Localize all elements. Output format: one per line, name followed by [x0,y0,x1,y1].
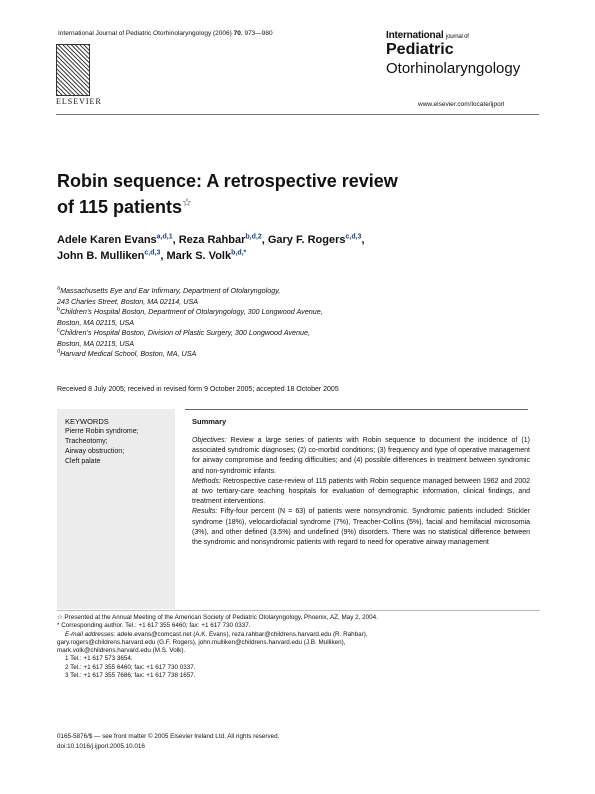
elsevier-tree-logo [56,44,90,96]
keywords-list [65,427,139,467]
summary-body [192,436,530,548]
footnote-email-line2[interactable]: gary.rogers@childrens.harvard.edu (G.F. Rogers), john.mulliken@childrens.harvard.edu (J.B. Mulliken), [57,638,346,646]
keyword-item: Cleft palate [65,458,101,465]
publisher-name: ELSEVIER [56,97,102,106]
author-separator: , [361,234,365,246]
journal-citation [58,30,273,37]
affiliation-label: d [57,348,61,355]
affiliation-line: Boston, MA 02115, USA [57,338,135,348]
email-label: E-mail addresses: [65,630,116,638]
affiliation-line: Harvard Medical School, Boston, MA, USA [60,349,197,358]
summary-divider [185,409,528,410]
affiliation-line: Children’s Hospital Boston, Department of Otolaryngology, 300 Longwood Avenue, [60,307,323,316]
results-text: Fifty-four percent (N = 63) of patients were nonsyndromic. Syndromic patients included: Stickler syndrome (18%), velocardiofacial syndrome (7%), Treacher-Collins (5%), facial and hemifacial microsomia (3%), and other defined (3.5%) and undefined (9%) disorders. There was no statistical difference between the syndromic and nonsyndromic patients with regard to need for operative airway management [192,508,530,547]
summary-methods [192,477,530,508]
author-affil-marker[interactable]: c,d,3 [144,249,161,257]
article-title [57,170,457,218]
summary-results [192,507,530,548]
author-separator: , [172,234,179,246]
journal-name-line3: Otorhinolaryngology [386,60,521,77]
keyword-item: Tracheotomy; [65,438,108,445]
journal-name-line2: Pediatric [386,41,454,58]
affiliation-line: 243 Charles Street, Boston, MA 02114, USA [57,296,199,306]
journal-name-international: International [386,30,444,41]
footnote-email-line3[interactable]: mark.volk@childrens.harvard.edu (M.S. Volk). [57,647,186,655]
summary-heading: Summary [192,417,227,426]
results-label: Results: [192,508,218,516]
affiliation-list [57,286,477,360]
footnote-emails [57,631,540,639]
author-name: Gary F. Rogers [267,234,346,246]
received-dates: Received 8 July 2005; received in revised form 9 October 2005; accepted 18 October 2005 [57,386,339,393]
footnote-tel2: 2 Tel.: +1 617 355 6460; fax: +1 617 730 0337. [65,663,196,671]
issn-text: 0165-5876/$ — see front matter [57,733,149,740]
methods-text: Retrospective case-review of 115 patients with Robin sequence managed between 1962 and 2002 at two tertiary-care teaching hospitals for evaluation of demographic information, clinical findings, and treatment interventions. [192,477,530,506]
copyright-line [57,732,279,742]
affiliation-item [57,328,477,349]
objectives-text: Review a large series of patients with Robin sequence to document the incidence of (1) associated syndromic diagnoses; (2) co-morbid conditions; (3) frequency and type of operative management for airway compromise and feeding difficulties; and (4) possible differences in treatment between syndromic and non-syndromic infants. [192,437,530,475]
objectives-label: Objectives: [192,437,227,444]
citation-text: International Journal of Pediatric Otorhinolaryngology (2006) [58,30,234,37]
methods-label: Methods: [192,477,221,485]
journal-url-link[interactable]: www.elsevier.com/locate/ijporl [418,101,505,108]
affiliation-line: Boston, MA 02115, USA [57,317,135,327]
affiliation-line: Massachusetts Eye and Ear Infirmary, Department of Otolaryngology, [60,286,281,295]
affiliation-line: Children’s Hospital Boston, Division of Plastic Surgery, 300 Longwood Avenue, [59,328,310,337]
title-footnote-marker[interactable]: ☆ [182,197,192,209]
author-affil-marker[interactable]: b,d,* [231,249,247,257]
author-list [57,232,517,264]
author-name: John B. Mulliken [57,250,145,262]
author-affil-marker[interactable]: c,d,3 [345,233,362,241]
affiliation-item [57,349,477,360]
keyword-item: Pierre Robin syndrome; [65,428,139,435]
author-name: Mark S. Volk [166,250,232,262]
author-affil-marker[interactable]: a,d,1 [156,233,173,241]
title-line1: Robin sequence: A retrospective review [57,171,398,191]
journal-name-line1 [386,30,469,41]
author-separator: , [261,234,268,246]
copyright-text: 2005 Elsevier Ireland Ltd. All rights reserved. [152,733,280,740]
affiliation-item [57,307,477,328]
footnote-tel3: 3 Tel.: +1 617 355 7686; fax: +1 617 738 1657. [65,672,196,680]
affiliation-item [57,286,477,307]
affiliation-label: c [57,327,60,334]
title-line2: of 115 patients [57,197,183,217]
author-name: Reza Rahbar [178,234,246,246]
author-separator: , [160,250,167,262]
copyright-icon: © [148,733,153,740]
header-divider [56,114,539,115]
keyword-item: Airway obstruction; [65,448,125,455]
footnote-presented: ☆ Presented at the Annual Meeting of the American Society of Pediatric Otolaryngology, Phoenix, AZ, May 2, 2004. [57,614,378,621]
citation-pages: , 973—980 [240,30,273,37]
footnote-tel1: 1 Tel.: +1 617 573 3654. [65,655,133,663]
citation-volume: 70 [233,30,241,37]
footnote-corresponding: * Corresponding author. Tel.: +1 617 355 6460; fax: +1 617 730 0337. [57,622,251,630]
affiliation-label: a [57,285,61,292]
author-affil-marker[interactable]: b,d,2 [245,233,262,241]
email-line[interactable]: adele.evans@comcast.net (A.K. Evans), reza.rahbar@childrens.harvard.edu (R. Rahbar), [115,630,368,638]
author-name: Adele Karen Evans [57,234,157,246]
affiliation-label: b [57,306,61,313]
journal-name-journal-of: journal of [446,34,469,40]
keywords-heading: KEYWORDS [65,417,109,426]
footnote-divider [57,610,540,611]
copyright-block [57,732,279,752]
doi-link[interactable]: doi:10.1016/j.ijporl.2005.10.016 [57,743,145,750]
footnotes [57,614,540,680]
summary-objectives [192,436,530,477]
